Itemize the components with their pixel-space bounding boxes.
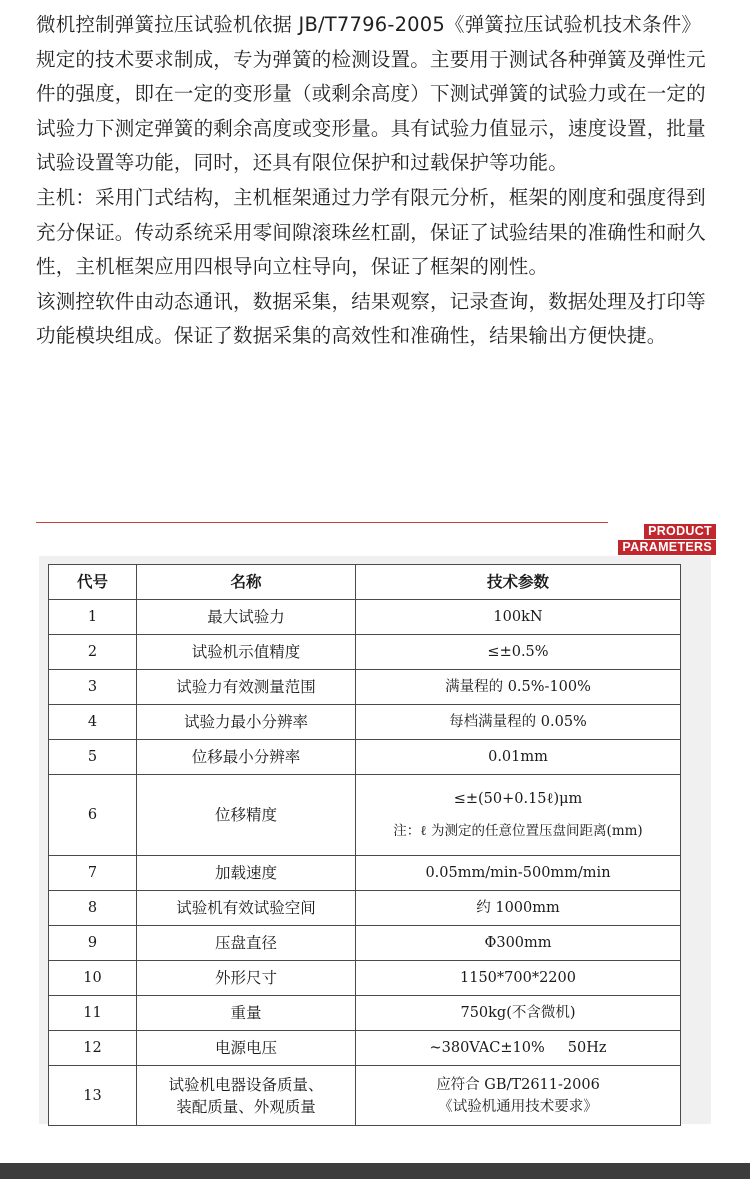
table-row <box>49 996 681 1031</box>
section-badge-parameters: PARAMETERS <box>618 540 716 555</box>
row-code: 9 <box>49 926 137 961</box>
row-code: 11 <box>49 996 137 1031</box>
row-name: 位移精度 <box>137 775 356 856</box>
row-value: 满量程的 0.5%-100% <box>356 670 681 705</box>
row-code: 10 <box>49 961 137 996</box>
row-name: 外形尺寸 <box>137 961 356 996</box>
row-value: Φ300mm <box>356 926 681 961</box>
table-row <box>49 740 681 775</box>
table-row <box>49 775 681 856</box>
header-code: 代号 <box>49 565 137 600</box>
row-name: 试验机示值精度 <box>137 635 356 670</box>
table-row <box>49 891 681 926</box>
row-name: 位移最小分辨率 <box>137 740 356 775</box>
row-code: 1 <box>49 600 137 635</box>
table-row <box>49 961 681 996</box>
row-code: 6 <box>49 775 137 856</box>
header-name: 名称 <box>137 565 356 600</box>
parameters-table-panel <box>39 556 711 1124</box>
row-value: 0.05mm/min-500mm/min <box>356 856 681 891</box>
row-value: ≤±0.5% <box>356 635 681 670</box>
intro-paragraph-2: 主机：采用门式结构，主机框架通过力学有限元分析，框架的刚度和强度得到充分保证。传动系统采用零间隙滚珠丝杠副，保证了试验结果的准确性和耐久性，主机框架应用四根导向立柱导向，保证了框架的刚性。 <box>36 185 706 279</box>
section-badge-product: PRODUCT <box>644 524 716 539</box>
table-row <box>49 1031 681 1066</box>
row-name: 最大试验力 <box>137 600 356 635</box>
parameters-table <box>48 564 681 1126</box>
row-value: 每档满量程的 0.05% <box>356 705 681 740</box>
row-name: 加载速度 <box>137 856 356 891</box>
intro-paragraph-3: 该测控软件由动态通讯，数据采集，结果观察，记录查询，数据处理及打印等功能模块组成。保证了数据采集的高效性和准确性，结果输出方便快捷。 <box>36 289 706 348</box>
intro-paragraph-1: 微机控制弹簧拉压试验机依据 JB/T7796-2005《弹簧拉压试验机技术条件》规定的技术要求制成，专为弹簧的检测设置。主要用于测试各种弹簧及弹性元件的强度，即在一定的变形量（或剩余高度）下测试弹簧的试验力或在一定的试验力下测定弹簧的剩余高度或变形量。具有试验力值显示，速度设置，批量试验设置等功能，同时，还具有限位保护和过载保护等功能。 <box>36 13 706 175</box>
row-value: 750kg(不含微机) <box>356 996 681 1031</box>
row-code: 2 <box>49 635 137 670</box>
row-value-cell <box>356 1066 681 1126</box>
table-row <box>49 600 681 635</box>
row-name: 试验机有效试验空间 <box>137 891 356 926</box>
table-row <box>49 635 681 670</box>
row-value: 应符合 GB/T2611-2006 <box>436 1076 600 1093</box>
row-code: 8 <box>49 891 137 926</box>
row-code: 12 <box>49 1031 137 1066</box>
footer-bar <box>0 1163 750 1179</box>
row-code: 3 <box>49 670 137 705</box>
row-name: 压盘直径 <box>137 926 356 961</box>
table-row <box>49 856 681 891</box>
row-name: 试验力最小分辨率 <box>137 705 356 740</box>
row-code: 4 <box>49 705 137 740</box>
table-row <box>49 705 681 740</box>
table-row <box>49 926 681 961</box>
table-header-row <box>49 565 681 600</box>
row-value-cell <box>356 775 681 856</box>
table-row <box>49 670 681 705</box>
table-row <box>49 1066 681 1126</box>
row-value: 100kN <box>356 600 681 635</box>
row-note: 注：ℓ 为测定的任意位置压盘间距离(mm) <box>393 823 643 839</box>
row-value: 约 1000mm <box>356 891 681 926</box>
row-name: 重量 <box>137 996 356 1031</box>
row-name: 电源电压 <box>137 1031 356 1066</box>
row-value: 《试验机通用技术要求》 <box>438 1098 598 1115</box>
row-code: 7 <box>49 856 137 891</box>
row-code: 5 <box>49 740 137 775</box>
row-name: 试验力有效测量范围 <box>137 670 356 705</box>
row-name: 试验机电器设备质量、 <box>168 1075 324 1094</box>
row-value: 1150*700*2200 <box>356 961 681 996</box>
section-divider <box>36 522 608 523</box>
row-value: 0.01mm <box>356 740 681 775</box>
row-value: ≤±(50+0.15ℓ)μm <box>453 791 583 807</box>
row-value: ~380VAC±10% 50Hz <box>356 1031 681 1066</box>
intro-text <box>36 8 720 354</box>
row-code: 13 <box>49 1066 137 1126</box>
row-name-cell <box>137 1066 356 1126</box>
row-name: 装配质量、外观质量 <box>176 1097 316 1116</box>
header-value: 技术参数 <box>356 565 681 600</box>
